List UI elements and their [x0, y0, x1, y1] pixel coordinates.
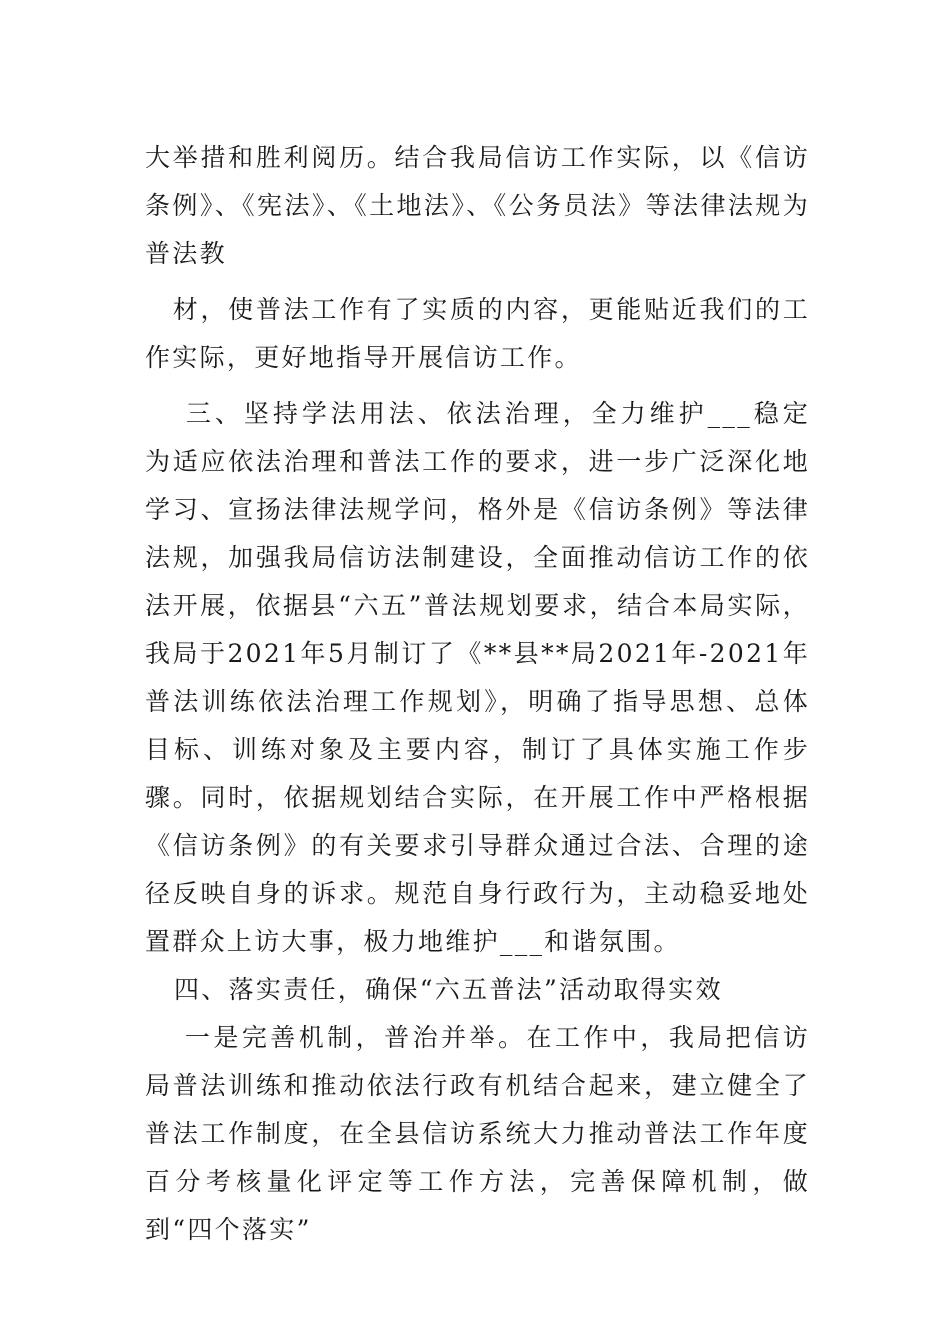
paragraph-2: 材，使普法工作有了实质的内容，更能贴近我们的工作实际，更好地指导开展信访工作。 — [145, 295, 810, 372]
paragraph-4: 一是完善机制，普治并举。在工作中，我局把信访局普法训练和推动依法行政有机结合起来，建立健全了普法工作制度，在全县信访系统大力推动普法工作年度百分考核量化评定等工作方法，完善保障机制，做到“四个落实” — [145, 1023, 810, 1244]
paragraph-1: 大举措和胜利阅历。结合我局信访工作实际，以《信访条例》、《宪法》、《土地法》、《公务员法》等法律法规为普法教 — [145, 143, 810, 268]
paragraph-3: 三、坚持学法用法、依法治理，全力维护___稳定 为适应依法治理和普法工作的要求，进一步广泛深化地学习、宣扬法律法规学问，格外是《信访条例》等法律法规，加强我局信访法制建设，全面推动信访工作的依法开展，依据县“六五”普法规划要求，结合本局实际，我局于2021年5月制订了《**县**局2021年-2021年普法训练依法治理工作规划》，明确了指导思想、总体目标、训练对象及主要内容，制订了具体实施工作步骤。同时，依据规划结合实际，在开展工作中严格根据《信访条例》的有关要求引导群众通过合法、合理的途径反映自身的诉求。规范自身行政行为，主动稳妥地处置群众上访大事，极力地维护___和谐氛围。 — [145, 399, 810, 956]
section-heading: 四、落实责任，确保“六五普法”活动取得实效 — [174, 975, 723, 1004]
document-body — [145, 134, 810, 1254]
